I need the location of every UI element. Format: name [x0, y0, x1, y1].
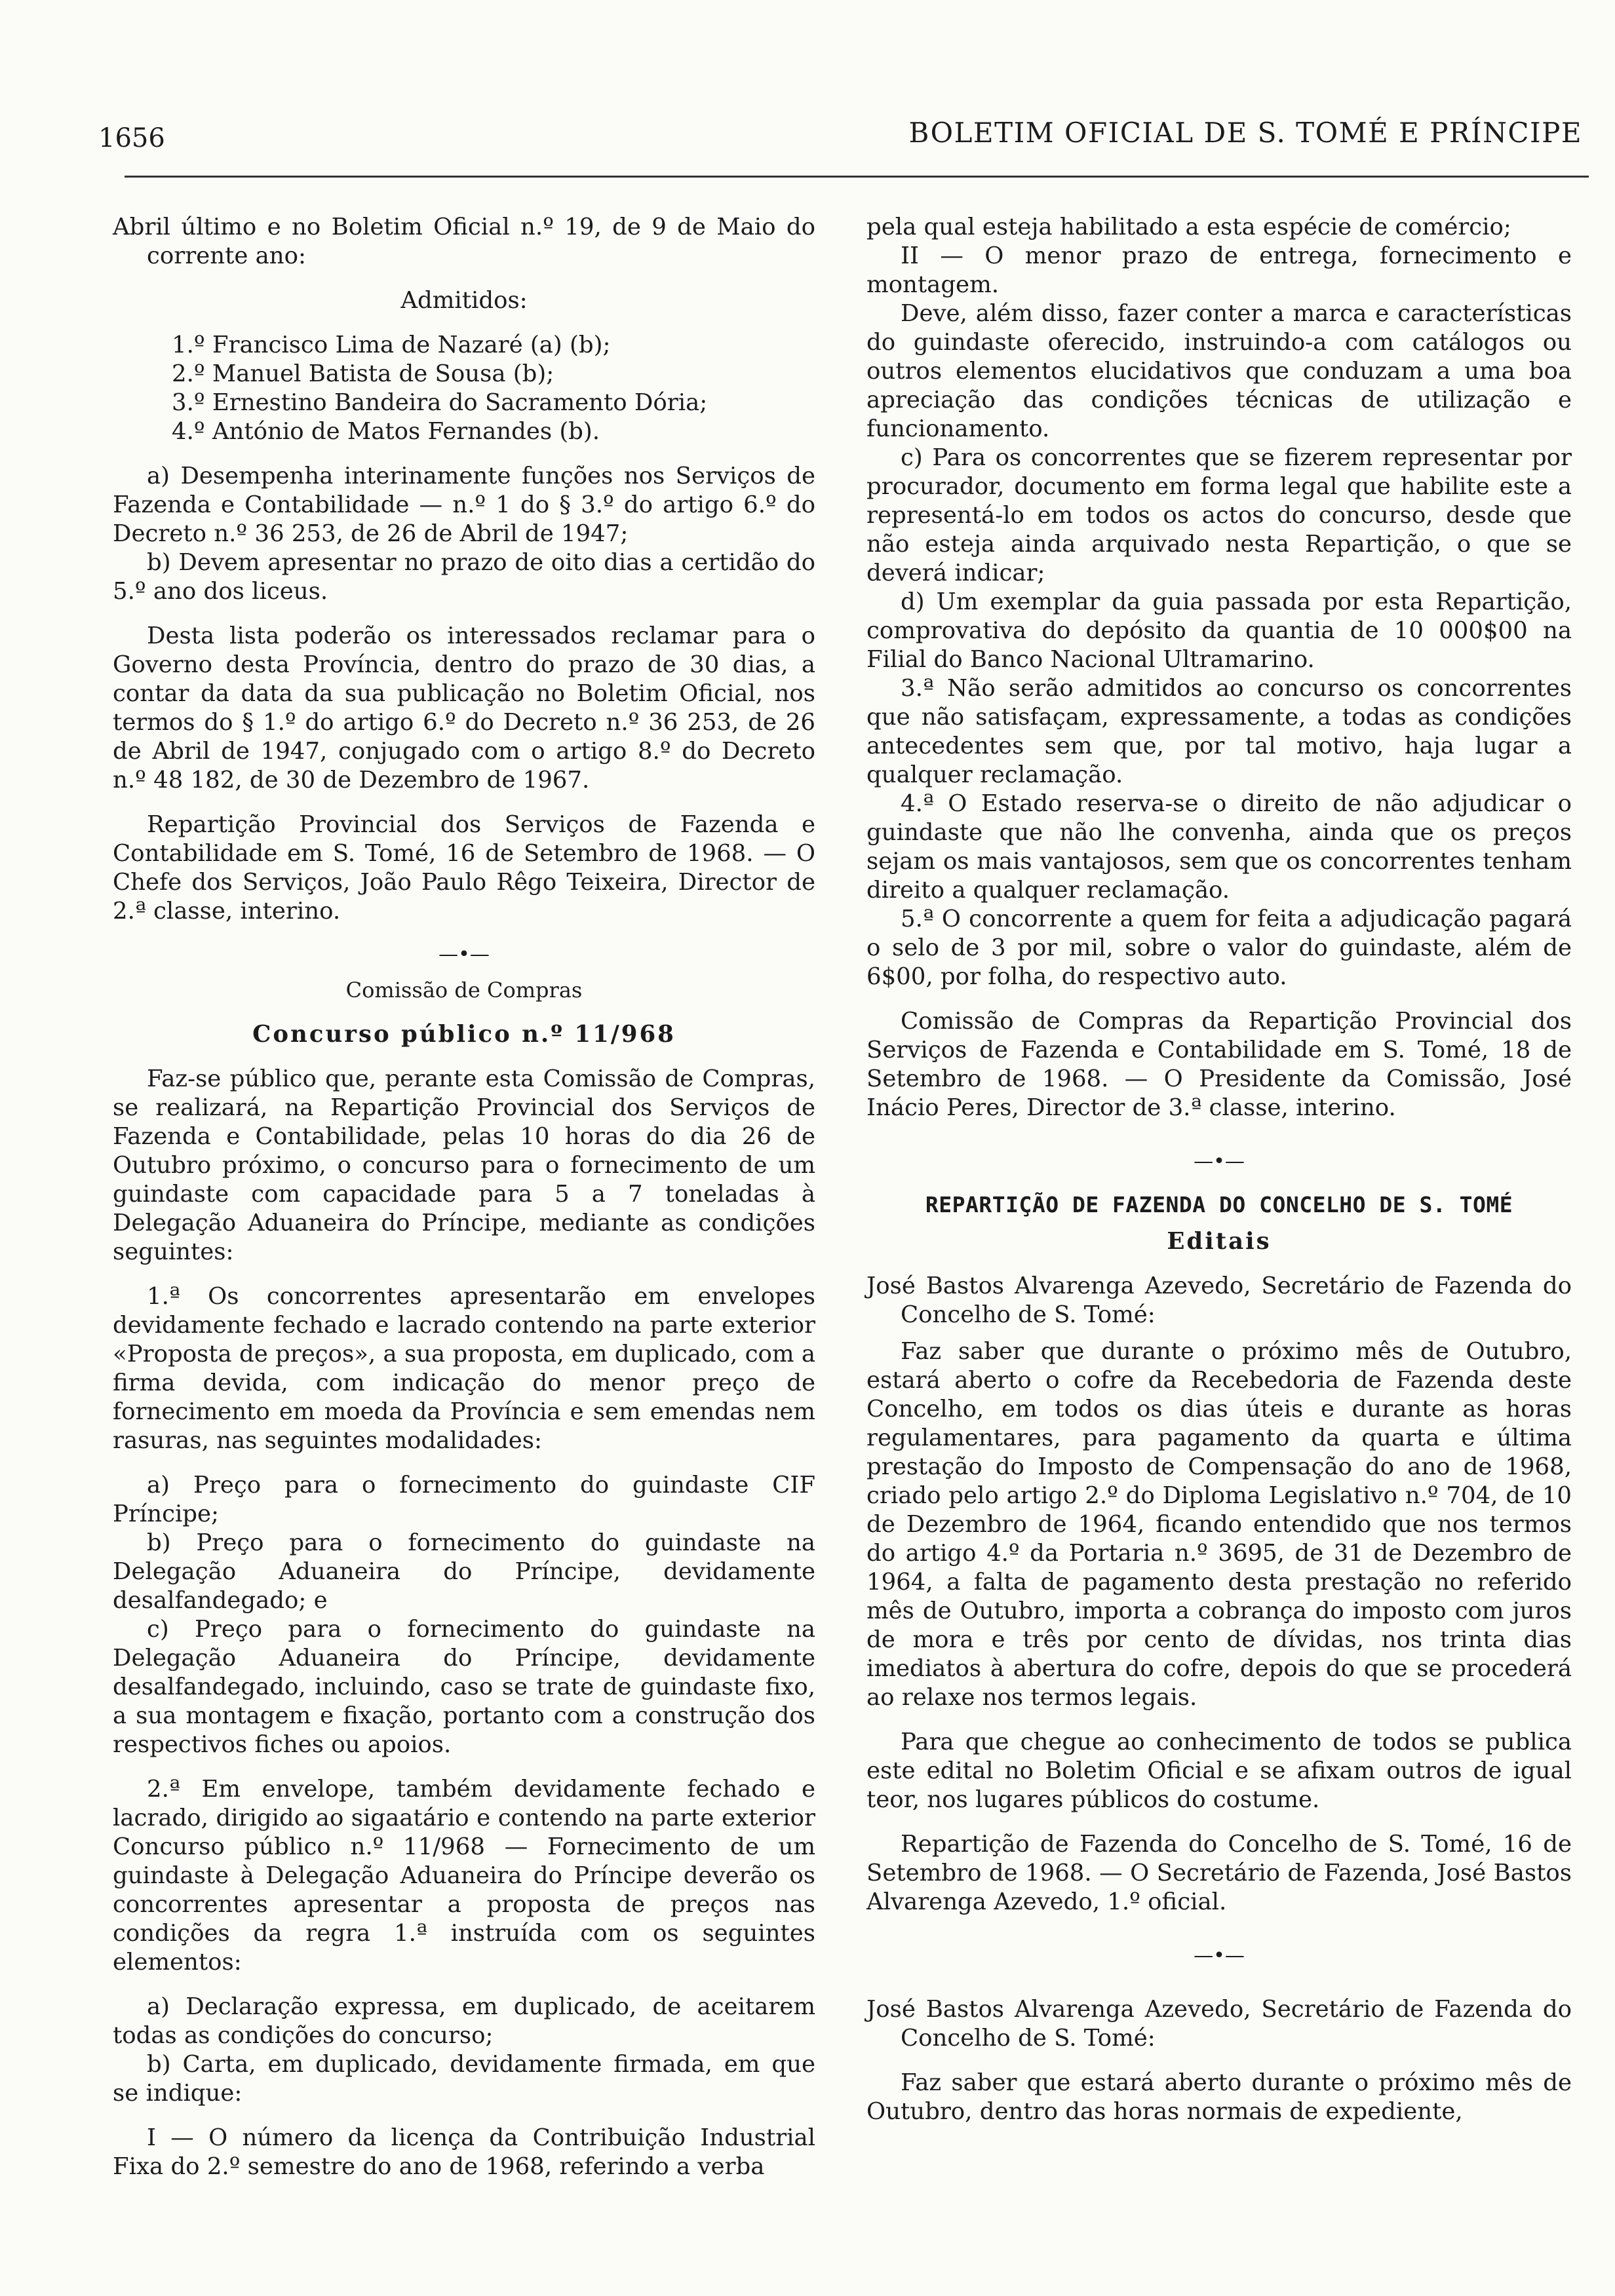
condition-item: b) Preço para o fornecimento do guindaste na Delegação Aduaneira do Príncipe, devidamente desalfandegado; e [113, 1529, 815, 1614]
paragraph: Faz-se público que, perante esta Comissão de Compras, se realizará, na Repartição Provincial dos Serviços de Fazenda e Contabilidade, pelas 10 horas do dia 26 de Outubro próximo, o concurso para o fornecimento de um guindaste com capacidade para 5 a 7 toneladas à Delegação Aduaneira do Príncipe, mediante as condições seguintes: [113, 1065, 815, 1265]
footnote-b: b) Devem apresentar no prazo de oito dias a certidão do 5.º ano dos liceus. [113, 549, 815, 605]
admitidos-list [113, 331, 815, 446]
paragraph: Deve, além disso, fazer conter a marca e características do guindaste oferecido, instruindo-a com catálogos ou outros elementos elucidativos que conduzam a uma boa apreciação das condições técnicas de utilização e funcionamento. [866, 300, 1572, 442]
ornament-divider: —•— [438, 943, 490, 966]
paragraph: Faz saber que estará aberto durante o próximo mês de Outubro, dentro das horas normais de expediente, [866, 2069, 1572, 2125]
list-item: 1.º Francisco Lima de Nazaré (a) (b); [172, 332, 611, 358]
running-head-title: BOLETIM OFICIAL DE S. TOMÉ E PRÍNCIPE [908, 117, 1582, 149]
condition-item: c) Para os concorrentes que se fizerem representar por procurador, documento em forma legal que habilite este a representá-lo em todos os actos do concurso, desde que não esteja ainda arquivado nesta Repartição, o que se deverá indicar; [866, 444, 1572, 586]
list-item: 4.º António de Matos Fernandes (b). [172, 418, 600, 445]
section-subheading: Concurso público n.º 11/968 [252, 1021, 676, 1048]
paragraph: Desta lista poderão os interessados reclamar para o Governo desta Província, dentro do prazo de 30 dias, a contar da data da sua publicação no Boletim Oficial, nos termos do § 1.º do artigo 6.º do Decreto n.º 36 253, de 26 de Abril de 1947, conjugado com o artigo 8.º do Decreto n.º 48 182, de 30 de Dezembro de 1967. [113, 622, 815, 794]
signature-paragraph: Repartição Provincial dos Serviços de Fazenda e Contabilidade em S. Tomé, 16 de Setembro de 1968. — O Chefe dos Serviços, João Paulo Rêgo Teixeira, Director de 2.ª classe, interino. [113, 811, 815, 925]
section-subheading: Editais [1167, 1228, 1272, 1255]
paragraph: pela qual esteja habilitado a esta espécie de comércio; [866, 214, 1511, 240]
signature-paragraph: Repartição de Fazenda do Concelho de S. Tomé, 16 de Setembro de 1968. — O Secretário de Fazenda, José Bastos Alvarenga Azevedo, 1.º oficial. [866, 1831, 1572, 1915]
condition-2: 2.ª Em envelope, também devidamente fechado e lacrado, dirigido ao sigaatário e contendo na parte exterior Concurso público n.º 11/968 — Fornecimento de um guindaste à Delegação Aduaneira do Príncipe deverão os concorrentes apresentar a proposta de preços nas condições da regra 1.ª instruída com os seguintes elementos: [113, 1776, 815, 1976]
condition-5: 5.ª O concorrente a quem for feita a adjudicação pagará o selo de 3 por mil, sobre o valor do guindaste, além de 6$00, por folha, do respectivo auto. [866, 906, 1572, 990]
ornament-divider: —•— [1194, 1150, 1245, 1173]
condition-item: a) Declaração expressa, em duplicado, de aceitarem todas as condições do concurso; [113, 1993, 815, 2049]
condition-item: a) Preço para o fornecimento do guindaste CIF Príncipe; [113, 1472, 815, 1527]
footnote-a: a) Desempenha interinamente funções nos Serviços de Fazenda e Contabilidade — n.º 1 do § 3.º do artigo 6.º do Decreto n.º 36 253, de 26 de Abril de 1947; [113, 463, 815, 547]
paragraph: José Bastos Alvarenga Azevedo, Secretário de Fazenda do Concelho de S. Tomé: [866, 1272, 1572, 1328]
condition-item: b) Carta, em duplicado, devidamente firmada, em que se indique: [113, 2051, 815, 2107]
condition-1: 1.ª Os concorrentes apresentarão em envelopes devidamente fechado e lacrado contendo na parte exterior «Proposta de preços», a sua proposta, em duplicado, com a firma devida, com indicação do menor preço de fornecimento em moeda da Província e sem emendas nem rasuras, nas seguintes modalidades: [113, 1283, 815, 1454]
ornament-divider: —•— [1194, 1944, 1245, 1967]
paragraph: Para que chegue ao conhecimento de todos se publica este edital no Boletim Oficial e se afixam outros de igual teor, nos lugares públicos do costume. [866, 1729, 1572, 1813]
signature-paragraph: Comissão de Compras da Repartição Provincial dos Serviços de Fazenda e Contabilidade em S. Tomé, 18 de Setembro de 1968. — O Presidente da Comissão, José Inácio Peres, Director de 3.ª classe, interino. [866, 1008, 1572, 1121]
section-heading: REPARTIÇÃO DE FAZENDA DO CONCELHO DE S. TOMÉ [925, 1192, 1513, 1217]
list-item: 3.º Ernestino Bandeira do Sacramento Dória; [172, 389, 708, 416]
condition-item: I — O número da licença da Contribuição Industrial Fixa do 2.º semestre do ano de 1968, referindo a verba [113, 2124, 815, 2180]
page-number: 1656 [98, 123, 165, 153]
paragraph: Faz saber que durante o próximo mês de Outubro, estará aberto o cofre da Recebedoria de Fazenda deste Concelho, em todos os dias úteis e durante as horas regulamentares, para pagamento da quarta e última prestação do Imposto de Compensação do ano de 1968, criado pelo artigo 2.º do Diploma Legislativo n.º 704, de 10 de Dezembro de 1964, ficando entendido que nos termos do artigo 4.º da Portaria n.º 3695, de 31 de Dezembro de 1964, a falta de pagamento desta prestação no referido mês de Outubro, importa a cobrança do imposto com juros de mora e três por cento de dívidas, nos trinta dias imediatos à abertura do cofre, depois do que se procederá ao relaxe nos termos legais. [866, 1338, 1572, 1711]
paragraph: José Bastos Alvarenga Azevedo, Secretário de Fazenda do Concelho de S. Tomé: [866, 1996, 1572, 2052]
condition-item: c) Preço para o fornecimento do guindaste na Delegação Aduaneira do Príncipe, devidamente desalfandegado, incluindo, caso se trate de guindaste fixo, a sua montagem e fixação, portanto com a construção dos respectivos fiches ou apoios. [113, 1616, 815, 1758]
list-item: 2.º Manuel Batista de Sousa (b); [172, 360, 555, 387]
section-heading: Comissão de Compras [345, 978, 583, 1003]
paragraph: II — O menor prazo de entrega, fornecimento e montagem. [866, 242, 1572, 298]
left-column [113, 213, 815, 2181]
condition-item: d) Um exemplar da guia passada por esta Repartição, comprovativa do depósito da quantia de 10 000$00 na Filial do Banco Nacional Ultramarino. [866, 588, 1572, 673]
header-rule [125, 176, 1589, 178]
paragraph: Abril último e no Boletim Oficial n.º 19, de 9 de Maio do corrente ano: [113, 214, 815, 269]
condition-4: 4.ª O Estado reserva-se o direito de não adjudicar o guindaste que não lhe convenha, ainda que os preços sejam os mais vantajosos, sem que os concorrentes tenham direito a qualquer reclamação. [866, 790, 1572, 904]
right-column [866, 213, 1572, 2126]
admitidos-heading: Admitidos: [400, 287, 528, 314]
condition-3: 3.ª Não serão admitidos ao concurso os concorrentes que não satisfaçam, expressamente, a todas as condições antecedentes sem que, por tal motivo, haja lugar a qualquer reclamação. [866, 675, 1572, 788]
